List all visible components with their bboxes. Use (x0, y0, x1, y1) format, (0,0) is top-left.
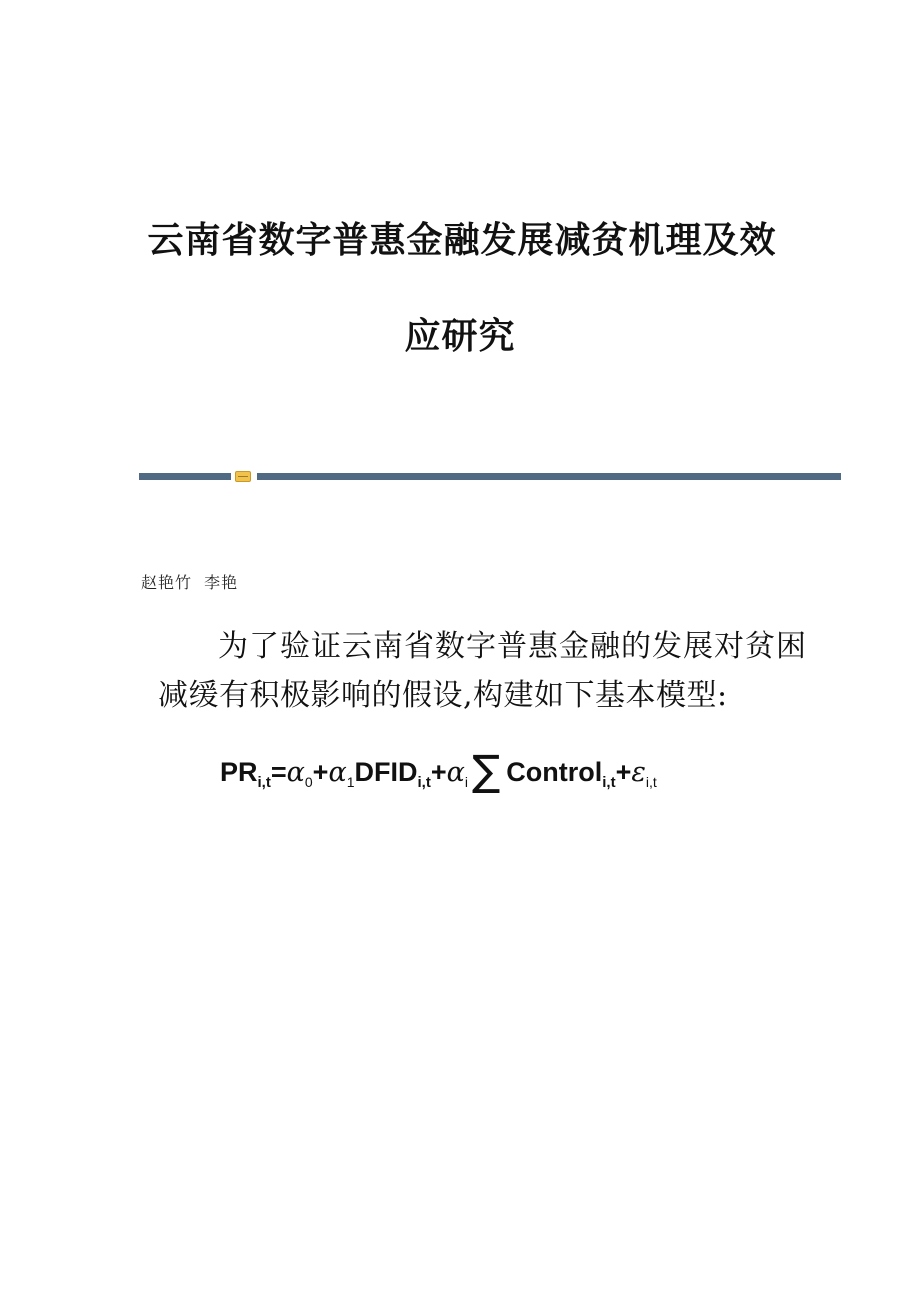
formula-epsilon-subscript: i,t (645, 774, 657, 790)
formula-alpha-0-subscript: 0 (304, 774, 313, 790)
formula-alpha-0: α (286, 757, 305, 788)
formula-control: Control (506, 757, 603, 787)
formula-plus-3: + (615, 757, 632, 787)
formula-pr-subscript: i,t (257, 774, 271, 791)
formula-alpha-1: α (328, 757, 347, 788)
divider-bar-right (257, 473, 841, 480)
divider-emblem-icon (235, 471, 251, 482)
title-line-1: 云南省数字普惠金融发展减贫机理及效 (147, 219, 777, 261)
formula-sigma: ∑ (471, 746, 501, 795)
model-formula (220, 742, 657, 795)
formula-dfid-subscript: i,t (417, 774, 431, 791)
divider-bar-left (139, 473, 231, 480)
authors: 赵艳竹 李艳 (141, 573, 239, 592)
formula-dfid: DFID (354, 757, 418, 787)
paragraph-line-1: 为了验证云南省数字普惠金融的发展对贫困 (218, 629, 807, 664)
formula-control-subscript: i,t (602, 774, 616, 791)
paragraph-line-2: 减缓有积极影响的假设,构建如下基本模型: (158, 678, 728, 713)
formula-plus-1: + (312, 757, 329, 787)
formula-epsilon: ε (631, 757, 646, 788)
formula-alpha-i-subscript: i (464, 774, 468, 790)
formula-pr: PR (220, 757, 258, 787)
formula-alpha-i: α (446, 757, 465, 788)
formula-equals: = (270, 757, 287, 787)
title-line-2: 应研究 (404, 315, 516, 357)
title-divider (139, 471, 841, 481)
formula-alpha-1-subscript: 1 (346, 774, 355, 790)
formula-plus-2: + (430, 757, 447, 787)
